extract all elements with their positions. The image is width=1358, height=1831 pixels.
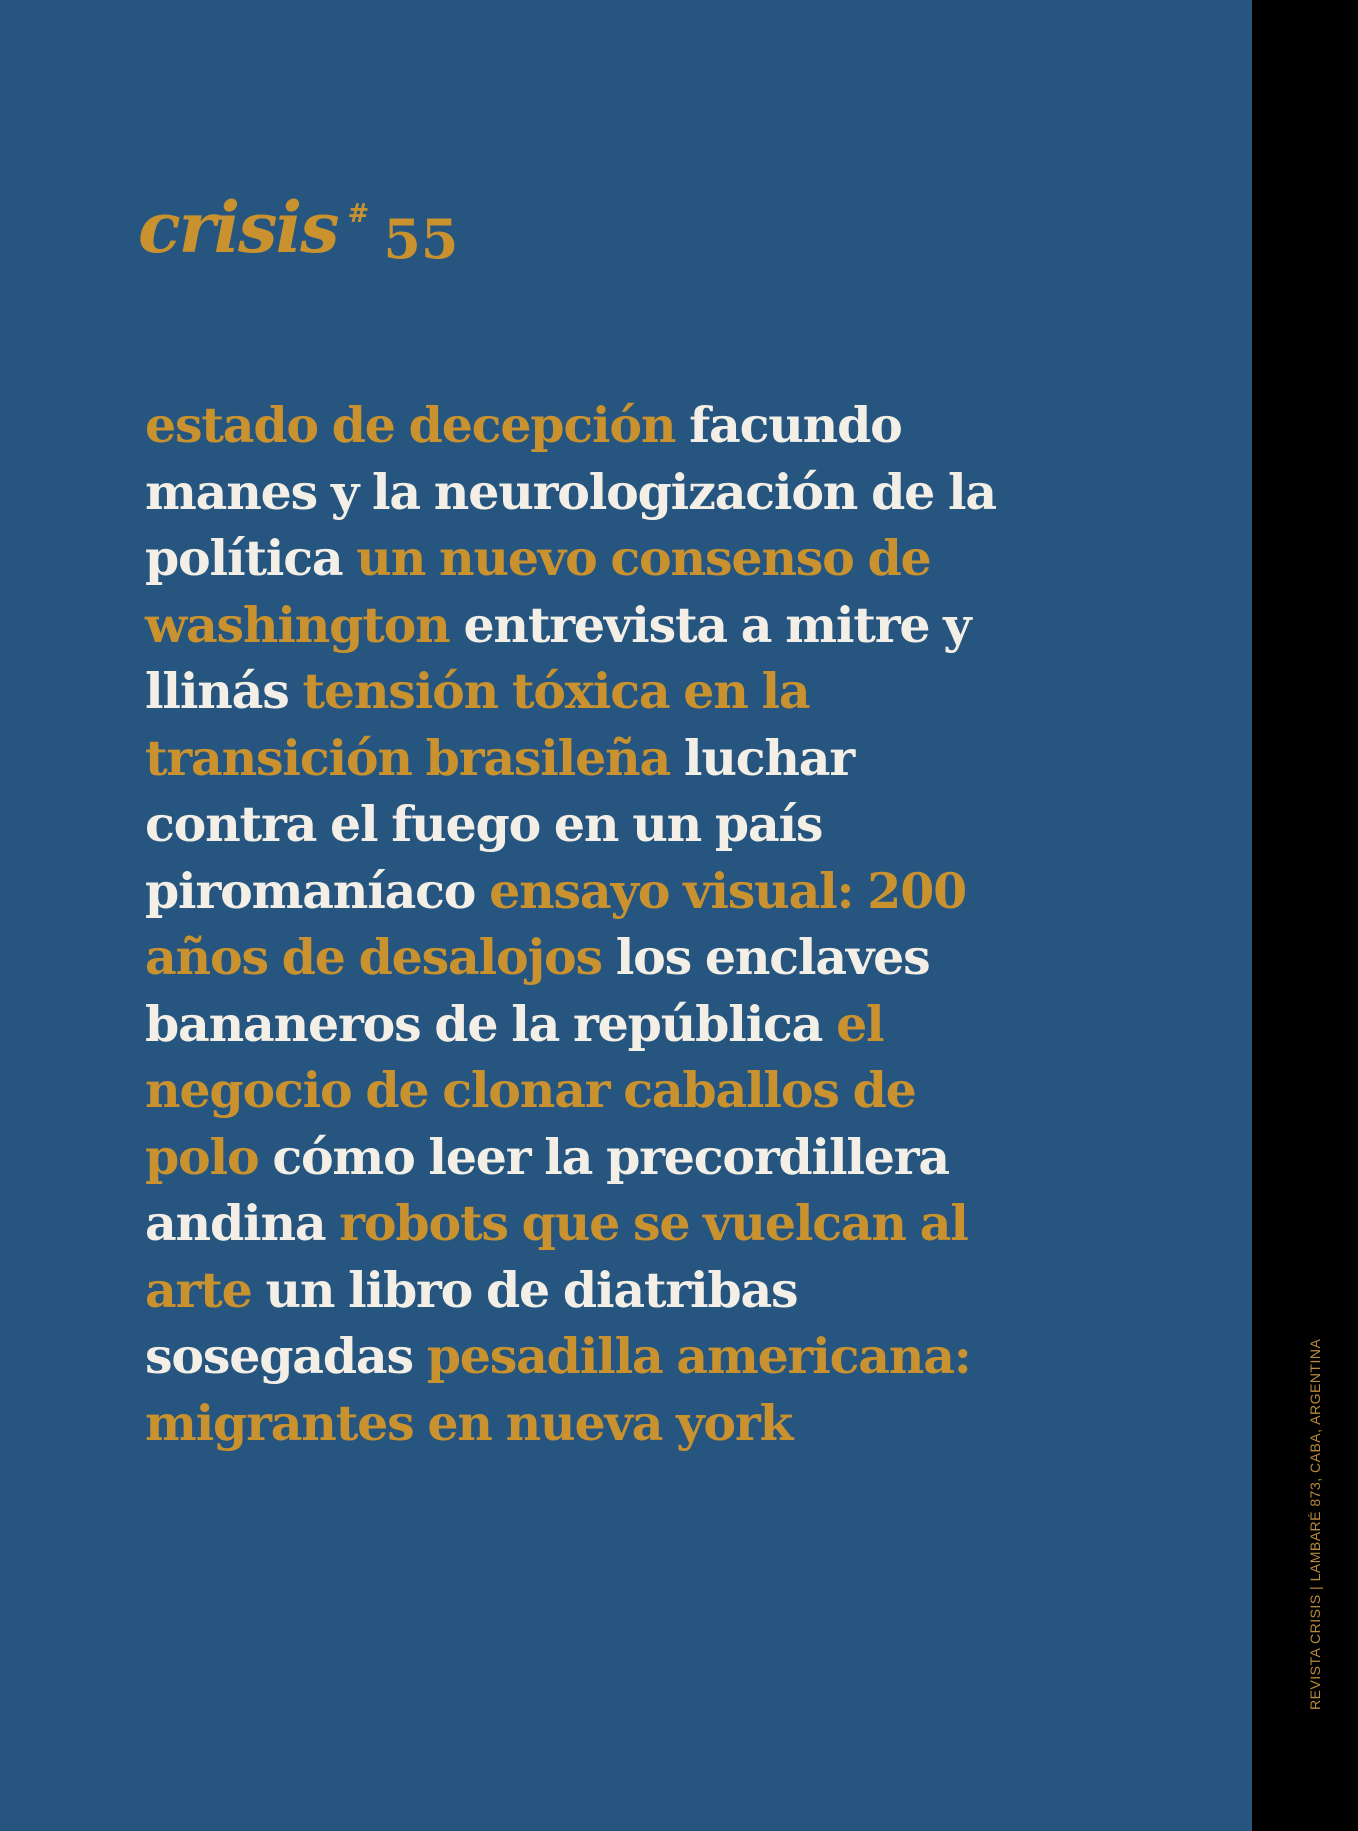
contents-item: ensayo visual: 200 años de desalojos: [145, 861, 966, 986]
contents-item: el negocio de clonar caballos de polo: [145, 994, 916, 1186]
contents-item: pesadilla americana: migrantes en nueva york: [145, 1327, 971, 1452]
masthead: [138, 186, 458, 271]
contents-item: luchar contra el fuego en un país piromaníaco: [145, 728, 854, 920]
spine: [1252, 0, 1358, 1831]
brand-logo: crisis: [138, 186, 338, 269]
contents-item: tensión tóxica en la transición brasileña: [145, 662, 810, 787]
issue-number: 55: [383, 207, 459, 271]
contents-item: un nuevo consenso de washington: [145, 529, 931, 654]
imprint-text: REVISTA CRISIS | LAMBARÉ 873, CABA, ARGENTINA: [1307, 1338, 1323, 1710]
contents-item: robots que se vuelcan al arte: [145, 1194, 968, 1319]
contents-item: los enclaves bananeros de la república: [145, 928, 930, 1053]
contents-list: [145, 392, 1025, 1456]
contents-item: facundo manes y la neurologización de la política: [145, 396, 996, 587]
contents-item: un libro de diatribas sosegadas: [145, 1260, 798, 1385]
issue-hash: #: [347, 199, 370, 229]
contents-item: estado de decepción: [145, 396, 676, 454]
contents-item: cómo leer la precordillera andina: [145, 1127, 949, 1252]
contents-item: entrevista a mitre y llinás: [145, 595, 971, 720]
